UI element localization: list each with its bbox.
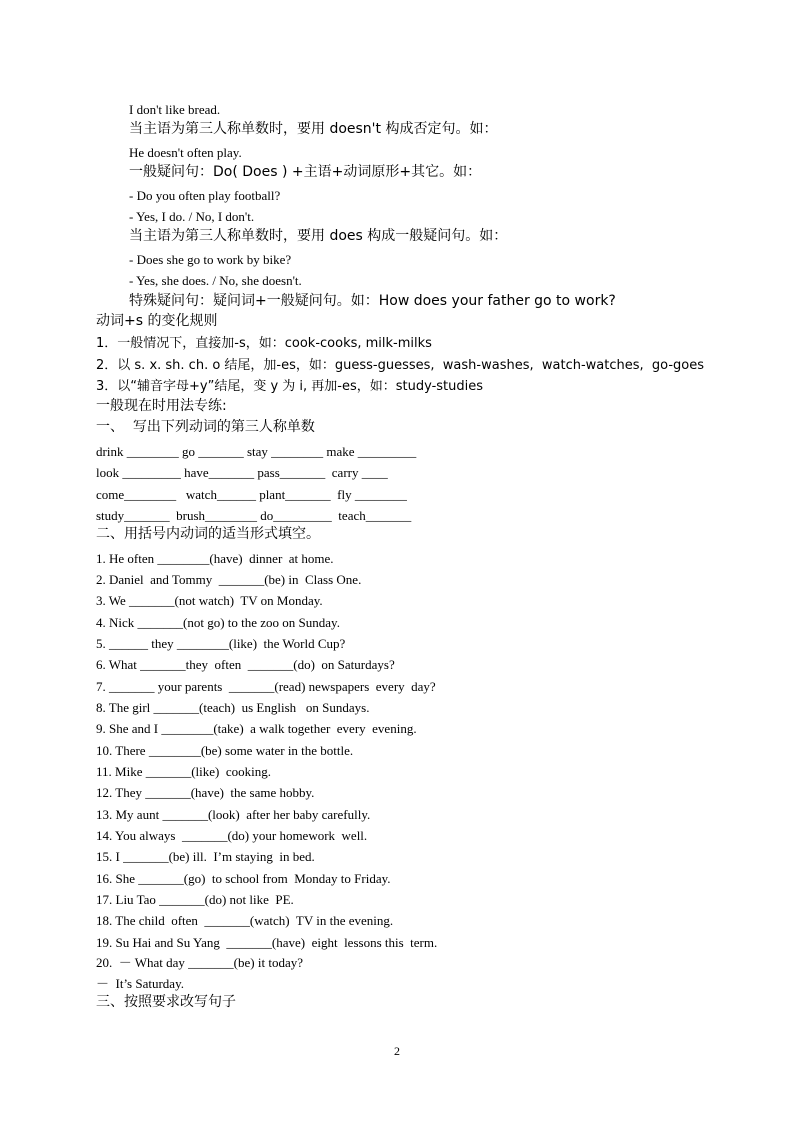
page-number: 2	[394, 1044, 400, 1058]
exercise-item: 15. I _______(be) ill. I’m staying in bed.	[96, 849, 315, 864]
exercise-item: 8. The girl _______(teach) us English on Sundays.	[96, 700, 370, 715]
section-3-title: 三、按照要求改写句子	[96, 994, 236, 1010]
practice-title: 一般现在时用法专练:	[96, 398, 227, 414]
exercise-item: 9. She and I ________(take) a walk together every evening.	[96, 721, 417, 736]
example-sentence: - Yes, I do. / No, I don't.	[129, 209, 255, 224]
exercise-item: 19. Su Hai and Su Yang _______(have) eight lessons this term.	[96, 935, 438, 950]
exercise-item: 7. _______ your parents _______(read) newspapers every day?	[96, 679, 436, 694]
verb-row: drink ________ go _______ stay ________ make _________	[96, 444, 417, 459]
example-sentence: - Do you often play football?	[129, 188, 281, 203]
section-title: 一、 写出下列动词的第三人称单数	[96, 419, 315, 435]
exercise-item: 13. My aunt _______(look) after her baby carefully.	[96, 807, 371, 822]
exercise-item: 18. The child often _______(watch) TV in the evening.	[96, 913, 394, 928]
verb-row: come________ watch______ plant_______ fly ________	[96, 487, 407, 502]
exercise-item: 17. Liu Tao _______(do) not like PE.	[96, 892, 294, 907]
exercise-answer: － It’s Saturday.	[96, 976, 184, 991]
example-sentence: - Does she go to work by bike?	[129, 252, 292, 267]
rule-item: 3．以“辅音字母+y”结尾，变 y 为 i, 再加-es，如：study-studies	[96, 379, 484, 394]
exercise-item: 5. ______ they ________(like) the World Cup?	[96, 636, 346, 651]
rule-item: 2．以 s. x. sh. ch. o 结尾，加-es，如：guess-guesses, wash-washes, watch-watches, go-goes	[96, 358, 705, 373]
example-sentence: He doesn't often play.	[129, 145, 242, 160]
exercise-item: 1. He often ________(have) dinner at home.	[96, 551, 334, 566]
rule-text: 一般疑问句：Do( Does ) +主语+动词原形+其它。如：	[129, 164, 482, 180]
exercise-item: 12. They _______(have) the same hobby.	[96, 785, 315, 800]
exercise-item: 14. You always _______(do) your homework well.	[96, 828, 368, 843]
example-sentence: - Yes, she does. / No, she doesn't.	[129, 273, 302, 288]
rule-text: 当主语为第三人称单数时，要用 does 构成一般疑问句。如：	[129, 228, 508, 244]
section-title: 二、用括号内动词的适当形式填空。	[96, 526, 320, 542]
verb-row: look _________ have_______ pass_______ carry ____	[96, 465, 388, 480]
exercise-item: 4. Nick _______(not go) to the zoo on Sunday.	[96, 615, 340, 630]
rule-item: 1．一般情况下，直接加-s，如：cook-cooks, milk-milks	[96, 336, 432, 351]
exercise-item: 11. Mike _______(like) cooking.	[96, 764, 271, 779]
rule-text: 特殊疑问句：疑问词+一般疑问句。如：How does your father go to work?	[129, 293, 616, 309]
example-sentence: I don't like bread.	[129, 102, 221, 117]
verb-row: study_______ brush________ do_________ teach_______	[96, 508, 412, 523]
exercise-item: 16. She _______(go) to school from Monday to Friday.	[96, 871, 391, 886]
rules-title: 动词+s 的变化规则	[96, 313, 218, 329]
exercise-item: 3. We _______(not watch) TV on Monday.	[96, 593, 323, 608]
exercise-item: 6. What _______they often _______(do) on Saturdays?	[96, 657, 395, 672]
exercise-item: 2. Daniel and Tommy _______(be) in Class One.	[96, 572, 362, 587]
exercise-item: 20. － What day _______(be) it today?	[96, 955, 303, 970]
exercise-item: 10. There ________(be) some water in the bottle.	[96, 743, 354, 758]
rule-text: 当主语为第三人称单数时，要用 doesn't 构成否定句。如：	[129, 121, 498, 137]
